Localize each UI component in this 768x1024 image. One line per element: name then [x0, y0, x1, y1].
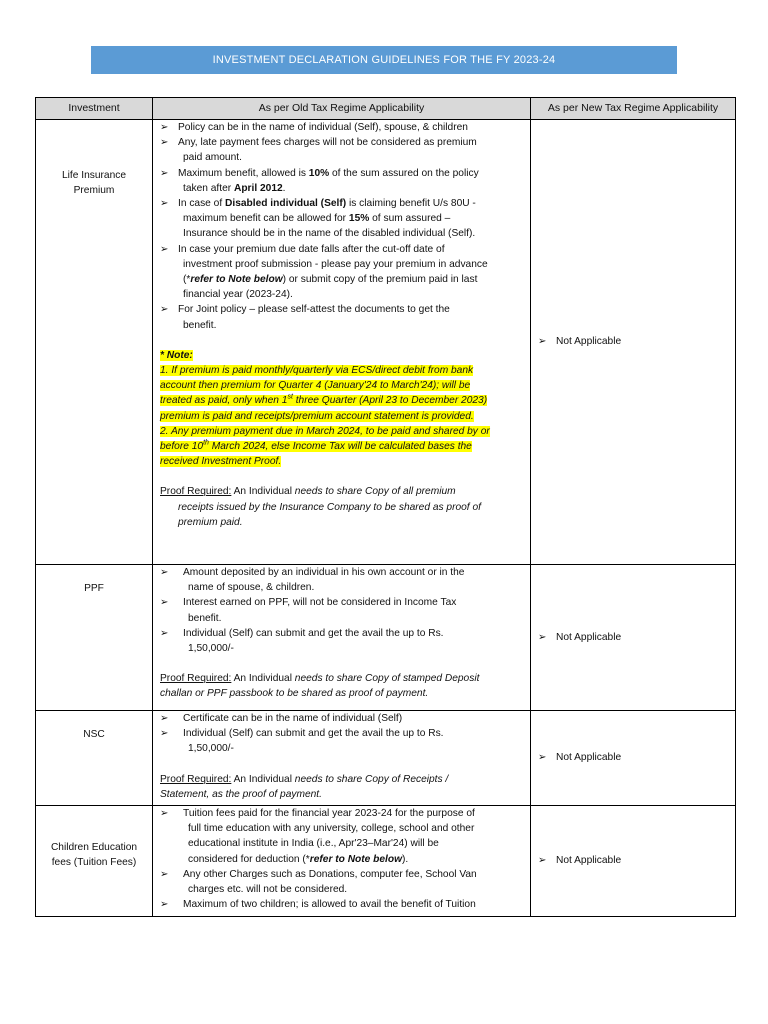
old-regime-cell — [153, 120, 531, 565]
table-row-life-insurance — [36, 120, 736, 565]
list-item: ➢ Certificate can be in the name of individual (Self) — [160, 711, 524, 726]
list-item: ➢ In case of Disabled individual (Self) is claiming benefit U/s 80U - maximum benefit can be allowed for 15% of sum assured – Insurance should be in the name of the disabled individual (Self). — [160, 196, 524, 242]
investment-name: Life Insurance Premium — [62, 170, 126, 197]
new-regime-bullets — [531, 630, 735, 645]
new-regime-bullets — [531, 334, 735, 349]
investment-name: Children Education fees (Tuition Fees) — [50, 842, 138, 869]
table-row-children-education — [36, 806, 736, 917]
list-item: ➢ Any other Charges such as Donations, computer fee, School Van charges etc. will not be considered. — [160, 867, 524, 897]
list-item: ➢ Not Applicable — [538, 630, 729, 645]
proof-required: Proof Required: An Individual needs to share Copy of stamped Deposit challan or PPF passbook to be shared as proof of payment. — [160, 673, 480, 700]
list-item: ➢ Individual (Self) can submit and get the avail the up to Rs. 1,50,000/- — [160, 626, 524, 656]
old-regime-cell — [153, 711, 531, 806]
list-item: ➢ For Joint policy – please self-attest the documents to get the benefit. — [160, 302, 524, 332]
new-regime-bullets — [531, 750, 735, 765]
old-regime-cell — [153, 806, 531, 917]
table-row-ppf — [36, 565, 736, 711]
investment-name-cell — [36, 120, 153, 565]
list-item: ➢ Any, late payment fees charges will not be considered as premium paid amount. — [160, 135, 524, 165]
old-regime-bullets — [153, 565, 530, 656]
new-regime-cell — [531, 120, 736, 565]
new-regime-cell — [531, 806, 736, 917]
proof-required: Proof Required: An Individual needs to share Copy of all premium receipts issued by the Insurance Company to be shared as proof of premium paid. — [160, 486, 481, 528]
list-item: ➢ Not Applicable — [538, 853, 729, 868]
new-regime-cell — [531, 565, 736, 711]
old-regime-cell — [153, 565, 531, 711]
note-title: * Note: — [160, 349, 193, 361]
investment-name-cell — [36, 565, 153, 711]
proof-required: Proof Required: An Individual needs to share Copy of Receipts / Statement, as the proof of payment. — [160, 773, 449, 800]
list-item: ➢ Policy can be in the name of individual (Self), spouse, & children — [160, 120, 524, 135]
list-item: ➢ Interest earned on PPF, will not be considered in Income Tax benefit. — [160, 595, 524, 625]
list-item: ➢ Maximum benefit, allowed is 10% of the sum assured on the policy taken after April 2012. — [160, 166, 524, 196]
old-regime-bullets — [153, 806, 530, 912]
new-regime-bullets — [531, 853, 735, 868]
investment-name-cell — [36, 806, 153, 917]
list-item: ➢ Not Applicable — [538, 334, 729, 349]
investment-name: PPF — [84, 583, 104, 594]
list-item: ➢ Individual (Self) can submit and get the avail the up to Rs. 1,50,000/- — [160, 726, 524, 756]
list-item: ➢ Amount deposited by an individual in his own account or in the name of spouse, & children. — [160, 565, 524, 595]
list-item: ➢ In case your premium due date falls after the cut-off date of investment proof submission - please pay your premium in advance (*refer to Note below) or submit copy of the premium paid in last financial year (2023-24). — [160, 242, 524, 303]
investment-guidelines-table — [35, 97, 736, 917]
header-new-regime: As per New Tax Regime Applicability — [531, 98, 736, 120]
table-row-nsc — [36, 711, 736, 806]
investment-name-cell — [36, 711, 153, 806]
premium-note: * Note: 1. If premium is paid monthly/quarterly via ECS/direct debit from bank account then premium for Quarter 4 (January'24 to March'24); will be treated as paid, only when 1st three Quarter (April 23 to December 2023) premium is paid and receipts/premium account statement is provided. 2. Any premium payment due in March 2024, to be paid and shared by or before 10th March 2024, else Income Tax will be calculated bases the received Investment Proof. — [160, 349, 490, 468]
table-header-row — [36, 98, 736, 120]
document-title-banner: INVESTMENT DECLARATION GUIDELINES FOR THE FY 2023-24 — [91, 46, 677, 74]
list-item: ➢ Maximum of two children; is allowed to avail the benefit of Tuition — [160, 897, 524, 912]
old-regime-bullets — [153, 120, 530, 333]
list-item: ➢ Tuition fees paid for the financial year 2023-24 for the purpose of full time education with any university, college, school and other educational institute in India (i.e., Apr'23–Mar'24) will be considered for deduction (*refer to Note below). — [160, 806, 524, 867]
investment-name: NSC — [83, 729, 105, 740]
old-regime-bullets — [153, 711, 530, 757]
list-item: ➢ Not Applicable — [538, 750, 729, 765]
header-old-regime: As per Old Tax Regime Applicability — [153, 98, 531, 120]
new-regime-cell — [531, 711, 736, 806]
header-investment: Investment — [36, 98, 153, 120]
